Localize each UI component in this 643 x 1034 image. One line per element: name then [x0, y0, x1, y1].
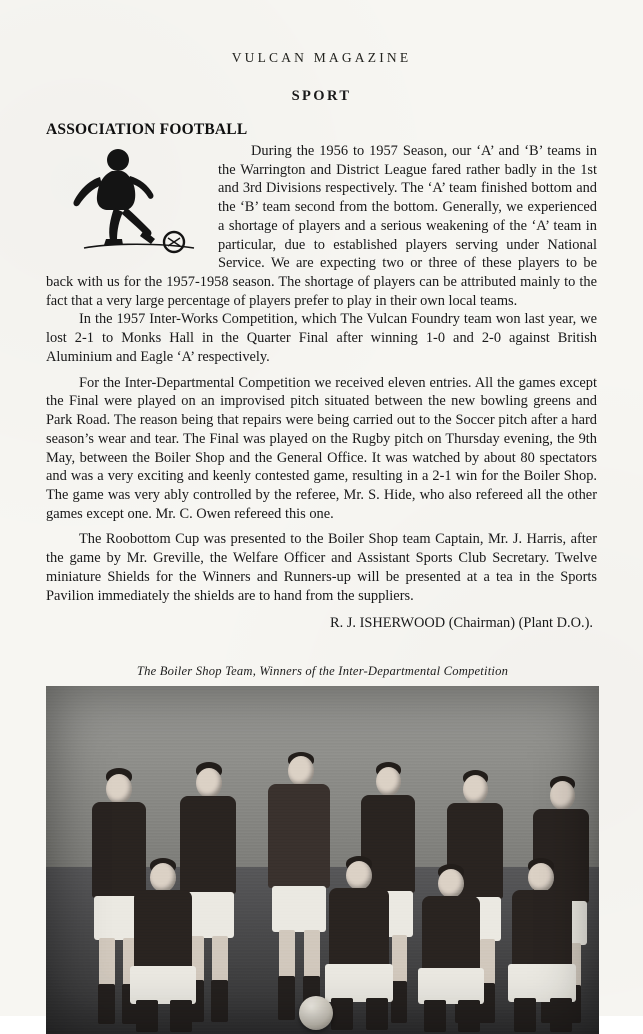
team-photograph — [46, 686, 599, 1034]
section-title: SPORT — [291, 88, 352, 104]
article-signature: R. J. ISHERWOOD (Chairman) (Plant D.O.). — [329, 615, 593, 632]
article-body — [46, 105, 597, 632]
football — [299, 996, 333, 1030]
footballer-illustration — [56, 144, 206, 262]
paragraph-4: The Roobottom Cup was presented to the Boiler Shop team Captain, Mr. J. Harris, after the game by Mr. Greville, the Welfare Officer and Assistant Sports Club Secretary. Twelve miniature Shields for the Winners and Runners-up will be presented at a tea in the Sports Pavilion immediately the shields are to hand from the suppliers. — [46, 531, 597, 604]
paragraph-3: For the Inter-Departmental Competition we received eleven entries. All the games except the Final were played on an improvised pitch situated between the new bowling greens and Park Road. The reason being that repairs were being carried out to the Soccer pitch after a hard season’s wear and tear. The Final was played on the Rugby pitch on Thursday evening, the 9th May, between the Boiler Shop and the General Office. It was watched by about 80 spectators and was a very exciting and keenly contested game, resulting in a 2-1 win for the Boiler Shop. The game was very ably controlled by the referee, Mr. S. Hide, who also refereed all the other games except one. Mr. C. Owen refereed this one. — [46, 374, 597, 522]
photo-plate — [46, 664, 599, 1034]
paragraph-2: In the 1957 Inter-Works Competition, which The Vulcan Foundry team won last year, we lost 2-1 to Monks Hall in the Quarter Final after winning 1-0 and 2-0 against British Aluminium and Eagle ‘A’ respectively. — [46, 311, 597, 365]
player-front-5 — [498, 858, 590, 1034]
article-heading: ASSOCIATION FOOTBALL — [46, 121, 248, 138]
player-front-4 — [410, 862, 498, 1034]
photo-caption: The Boiler Shop Team, Winners of the Inter-Departmental Competition — [136, 664, 509, 678]
running-head: VULCAN MAGAZINE — [231, 50, 412, 65]
paragraph-1: During the 1956 to 1957 Season, our ‘A’ and ‘B’ teams in the Warrington and District League fared rather badly in the 1st and 3rd Divisions respectively. The ‘A’ team finished bottom and the ‘B’ team second from the bottom. Generally, we experienced a shortage of players and a serious weakening of the ‘A’ team in particular, due to established players serving under National Service. We are expecting two or three of these players to be back with us for the 1957-1958 season. The shortage of players can be attributed mainly to the fact that a very large percentage of players prefer to play in their own local teams. — [46, 143, 597, 309]
player-front-1 — [122, 858, 210, 1034]
